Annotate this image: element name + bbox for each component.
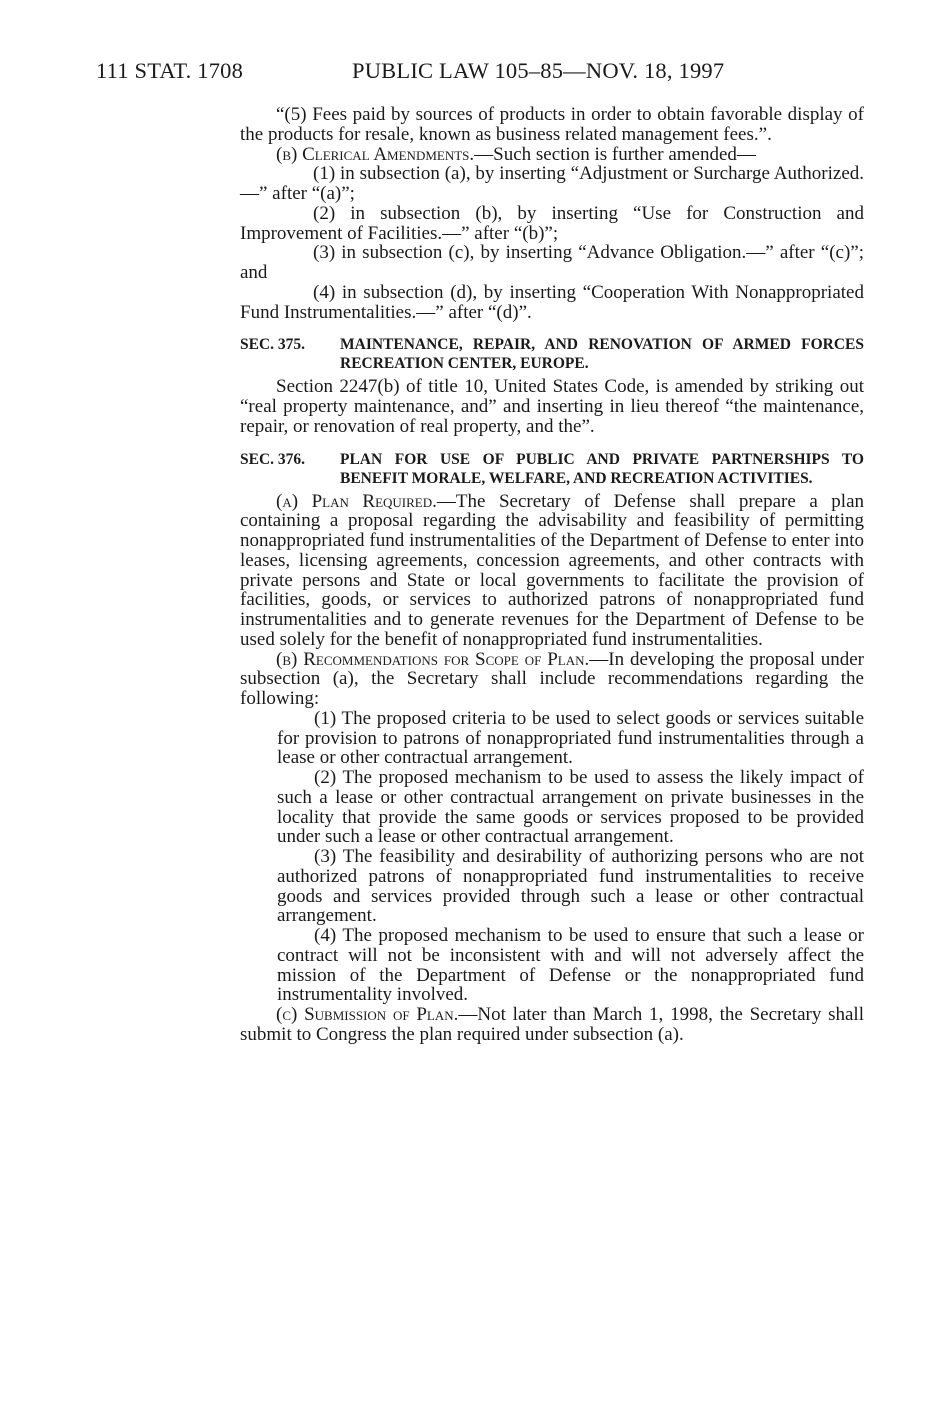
section-376-heading [240,450,864,488]
plan-required-text: —The Secretary of Defense shall prepare a plan containing a proposal regarding the advisability and feasibility of permitting nonappropriated fund instrumentalities of the Department of Defense to enter into leases, licensing agreements, concession agreements, and other contracts with private persons and State or local governments to facilitate the provision of facilities, goods, or services to authorized patrons of nonappropriated fund instrumentalities and to generate revenues for the Department of Defense to be used solely for the benefit of nonappropriated fund instrumentalities. [240,490,865,650]
section-375-heading [240,335,864,373]
section-375-number: SEC. 375. [240,336,306,354]
recommendations [240,650,864,709]
public-law-heading: PUBLIC LAW 105–85—NOV. 18, 1997 [352,58,725,83]
section-376-title: PLAN FOR USE OF PUBLIC AND PRIVATE PARTNERSHIPS TO BENEFIT MORALE, WELFARE, AND RECREATION ACTIVITIES. [340,450,864,487]
section-376-number: SEC. 376. [240,450,306,468]
section-375-title: MAINTENANCE, REPAIR, AND RENOVATION OF ARMED FORCES RECREATION CENTER, EUROPE. [340,336,864,373]
amendment-item-1: (1) in subsection (a), by inserting “Adjustment or Surcharge Authorized.—” after “(a)”; [240,163,864,204]
section-375-text: Section 2247(b) of title 10, United States Code, is amended by striking out “real property maintenance, and” and inserting in lieu thereof “the maintenance, repair, or renovation of real property, and the”. [240,376,864,437]
clerical-amendments-label: (b) Clerical Amendments. [276,143,475,165]
amendment-item-2: (2) in subsection (b), by inserting “Use for Construction and Improvement of Facilities.—” after “(b)”; [240,202,864,244]
paragraph-fees: “(5) Fees paid by sources of products in order to obtain favorable display of the products for resale, known as business related management fees.”. [240,104,864,145]
plan-required-label: (a) Plan Required. [276,490,437,512]
submission-of-plan [240,1005,864,1045]
recommendations-label: (b) Recommendations for Scope of Plan. [276,648,590,670]
recommendation-item-1: (1) The proposed criteria to be used to select goods or services suitable for provision to patrons of nonappropriated fund instrumentalities through a lease or other contractual arrangement. [277,707,864,769]
clerical-amendments-text: —Such section is further amended— [474,143,756,165]
submission-of-plan-label: (c) Submission of Plan. [276,1004,459,1025]
statute-citation: 111 STAT. 1708 [96,58,244,83]
plan-required [240,492,864,650]
amendment-item-3: (3) in subsection (c), by inserting “Advance Obligation.—” after “(c)”; and [240,242,864,283]
recommendation-item-4: (4) The proposed mechanism to be used to ensure that such a lease or contract will not be inconsistent with and will not adversely affect the mission of the Department of Defense or the nonappropriated fund instrumentality involved. [277,925,864,1006]
document-body [240,105,864,1045]
recommendation-item-2: (2) The proposed mechanism to be used to assess the likely impact of such a lease or other contractual arrangement on private businesses in the locality that provide the same goods or services proposed to be provided under such a lease or other contractual arrangement. [277,767,864,848]
amendment-item-4: (4) in subsection (d), by inserting “Cooperation With Nonappropriated Fund Instrumentalities.—” after “(d)”. [240,281,864,323]
submission-of-plan-text: —Not later than March 1, 1998, the Secretary shall submit to Congress the plan required under subsection (a). [240,1004,864,1045]
clerical-amendments [240,145,864,165]
recommendations-text: —In developing the proposal under subsection (a), the Secretary shall include recommendations regarding the following: [240,648,865,709]
recommendation-item-3: (3) The feasibility and desirability of authorizing persons who are not authorized patrons of nonappropriated fund instrumentalities to receive goods and services provided through such a lease or other contractual arrangement. [277,846,864,927]
